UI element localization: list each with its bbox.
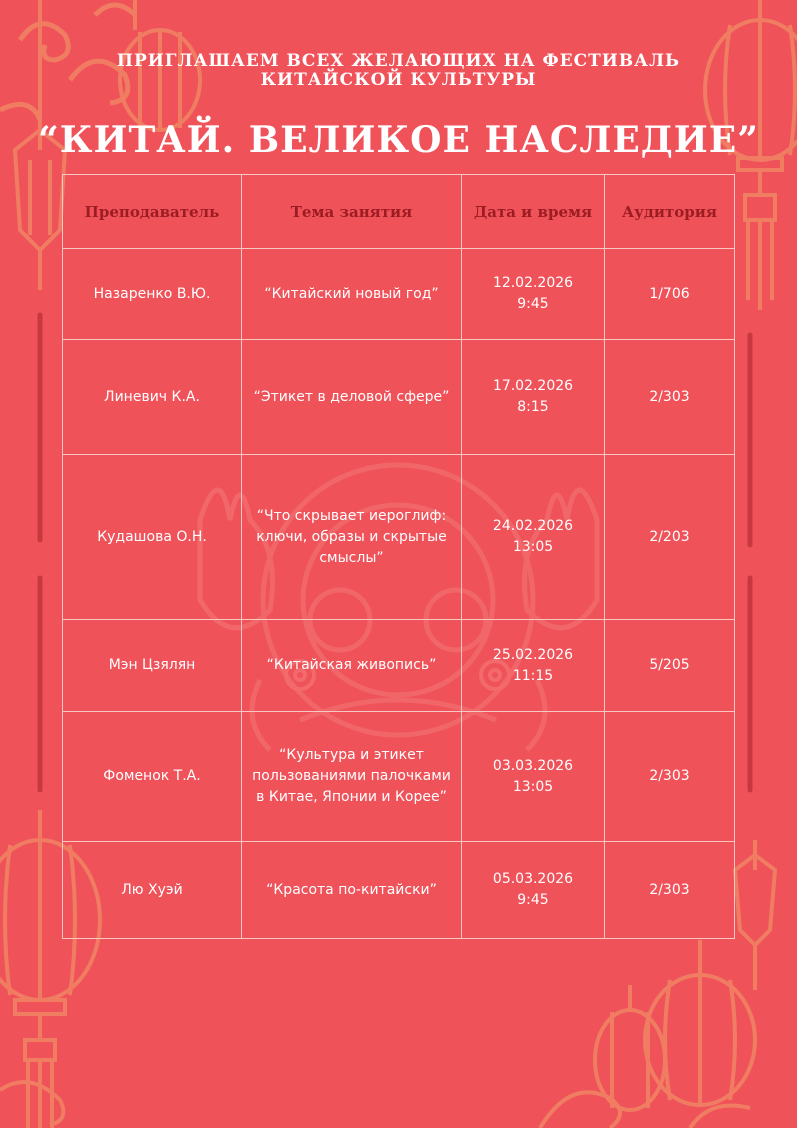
datetime-cell: 05.03.2026 9:45 xyxy=(462,842,605,939)
invitation-line-2: КИТАЙСКОЙ КУЛЬТУРЫ xyxy=(260,70,537,90)
table-row xyxy=(63,249,735,340)
room-cell: 5/205 xyxy=(605,620,735,712)
datetime-cell: 24.02.2026 13:05 xyxy=(462,455,605,620)
column-header-topic: Тема занятия xyxy=(242,175,462,249)
table-row xyxy=(63,455,735,620)
room-cell: 1/706 xyxy=(605,249,735,340)
topic-cell: “Красота по-китайски” xyxy=(242,842,462,939)
teacher-cell: Кудашова О.Н. xyxy=(63,455,242,620)
topic-cell: “Культура и этикет пользованиями палочками в Китае, Японии и Корее” xyxy=(242,712,462,842)
teacher-cell: Назаренко В.Ю. xyxy=(63,249,242,340)
topic-cell: “Что скрывает иероглиф: ключи, образы и скрытые смыслы” xyxy=(242,455,462,620)
room-cell: 2/303 xyxy=(605,340,735,455)
column-header-teacher: Преподаватель xyxy=(63,175,242,249)
festival-title: “КИТАЙ. ВЕЛИКОЕ НАСЛЕДИЕ” xyxy=(38,119,759,161)
room-cell: 2/303 xyxy=(605,842,735,939)
invitation-text xyxy=(0,52,797,90)
table-row xyxy=(63,842,735,939)
table-row xyxy=(63,340,735,455)
table-row xyxy=(63,620,735,712)
teacher-cell: Линевич К.А. xyxy=(63,340,242,455)
table-header-row xyxy=(63,175,735,249)
table-row xyxy=(63,712,735,842)
room-cell: 2/203 xyxy=(605,455,735,620)
teacher-cell: Мэн Цзялян xyxy=(63,620,242,712)
datetime-cell: 12.02.2026 9:45 xyxy=(462,249,605,340)
datetime-cell: 25.02.2026 11:15 xyxy=(462,620,605,712)
schedule-table xyxy=(62,174,735,939)
teacher-cell: Лю Хуэй xyxy=(63,842,242,939)
datetime-cell: 17.02.2026 8:15 xyxy=(462,340,605,455)
datetime-cell: 03.03.2026 13:05 xyxy=(462,712,605,842)
topic-cell: “Этикет в деловой сфере” xyxy=(242,340,462,455)
column-header-room: Аудитория xyxy=(605,175,735,249)
invitation-line-1: ПРИГЛАШАЕМ ВСЕХ ЖЕЛАЮЩИХ НА ФЕСТИВАЛЬ xyxy=(116,51,681,71)
room-cell: 2/303 xyxy=(605,712,735,842)
column-header-datetime: Дата и время xyxy=(462,175,605,249)
teacher-cell: Фоменок Т.А. xyxy=(63,712,242,842)
topic-cell: “Китайская живопись” xyxy=(242,620,462,712)
topic-cell: “Китайский новый год” xyxy=(242,249,462,340)
